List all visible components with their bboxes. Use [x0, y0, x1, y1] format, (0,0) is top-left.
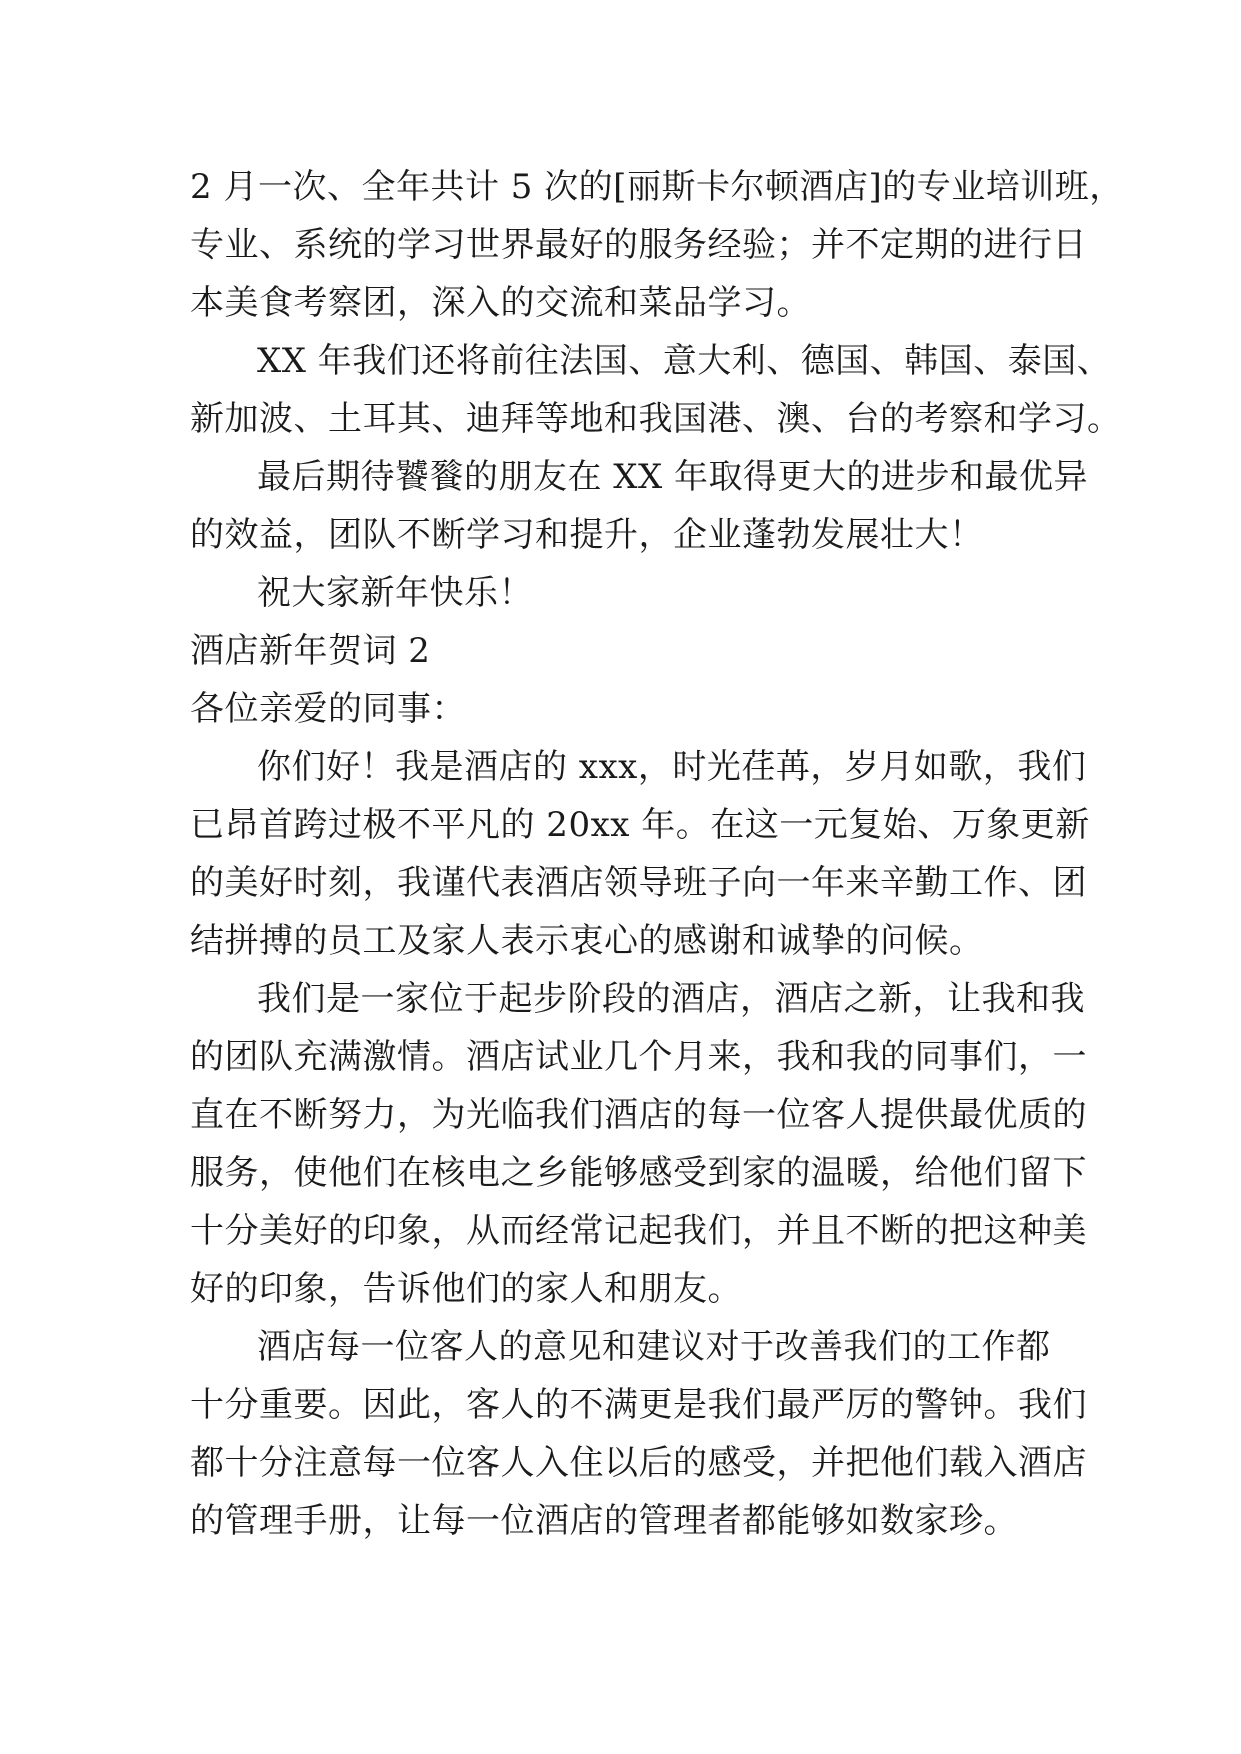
paragraph-line: 本美食考察团，深入的交流和菜品学习。	[190, 283, 811, 323]
paragraph-line: 已昂首跨过极不平凡的 20xx 年。在这一元复始、万象更新	[190, 805, 1090, 845]
paragraph-line: 好的印象，告诉他们的家人和朋友。	[190, 1269, 742, 1309]
paragraph-line: 最后期待饕餮的朋友在 XX 年取得更大的进步和最优异	[257, 457, 1089, 497]
paragraph-line: 的团队充满激情。酒店试业几个月来，我和我的同事们，一	[190, 1037, 1087, 1077]
paragraph-line: 专业、系统的学习世界最好的服务经验；并不定期的进行日	[190, 225, 1087, 265]
salutation: 各位亲爱的同事：	[190, 689, 466, 729]
closing-wish: 祝大家新年快乐！	[257, 573, 533, 613]
section-title: 酒店新年贺词 2	[190, 631, 431, 671]
paragraph-line: 的效益，团队不断学习和提升，企业蓬勃发展壮大！	[190, 515, 984, 555]
paragraph-line: 你们好！我是酒店的 xxx，时光荏苒，岁月如歌，我们	[257, 747, 1087, 787]
paragraph-line: 都十分注意每一位客人入住以后的感受，并把他们载入酒店	[190, 1443, 1087, 1483]
paragraph-line: 新加波、土耳其、迪拜等地和我国港、澳、台的考察和学习。	[190, 399, 1122, 439]
document-body	[190, 158, 1124, 1550]
paragraph-line: 2 月一次、全年共计 5 次的[丽斯卡尔顿酒店]的专业培训班，	[190, 167, 1124, 207]
paragraph-line: 我们是一家位于起步阶段的酒店，酒店之新，让我和我	[257, 979, 1085, 1019]
paragraph-line: 的管理手册，让每一位酒店的管理者都能够如数家珍。	[190, 1501, 1018, 1541]
paragraph-line: 的美好时刻，我谨代表酒店领导班子向一年来辛勤工作、团	[190, 863, 1087, 903]
paragraph-line: 直在不断努力，为光临我们酒店的每一位客人提供最优质的	[190, 1095, 1087, 1135]
paragraph-line: 服务，使他们在核电之乡能够感受到家的温暖，给他们留下	[190, 1153, 1087, 1193]
paragraph-line: 十分重要。因此，客人的不满更是我们最严厉的警钟。我们	[190, 1385, 1087, 1425]
paragraph-line: 酒店每一位客人的意见和建议对于改善我们的工作都	[257, 1327, 1051, 1367]
paragraph-line: 十分美好的印象，从而经常记起我们，并且不断的把这种美	[190, 1211, 1087, 1251]
paragraph-line: XX 年我们还将前往法国、意大利、德国、韩国、泰国、	[257, 341, 1112, 381]
paragraph-line: 结拼搏的员工及家人表示衷心的感谢和诚挚的问候。	[190, 921, 984, 961]
